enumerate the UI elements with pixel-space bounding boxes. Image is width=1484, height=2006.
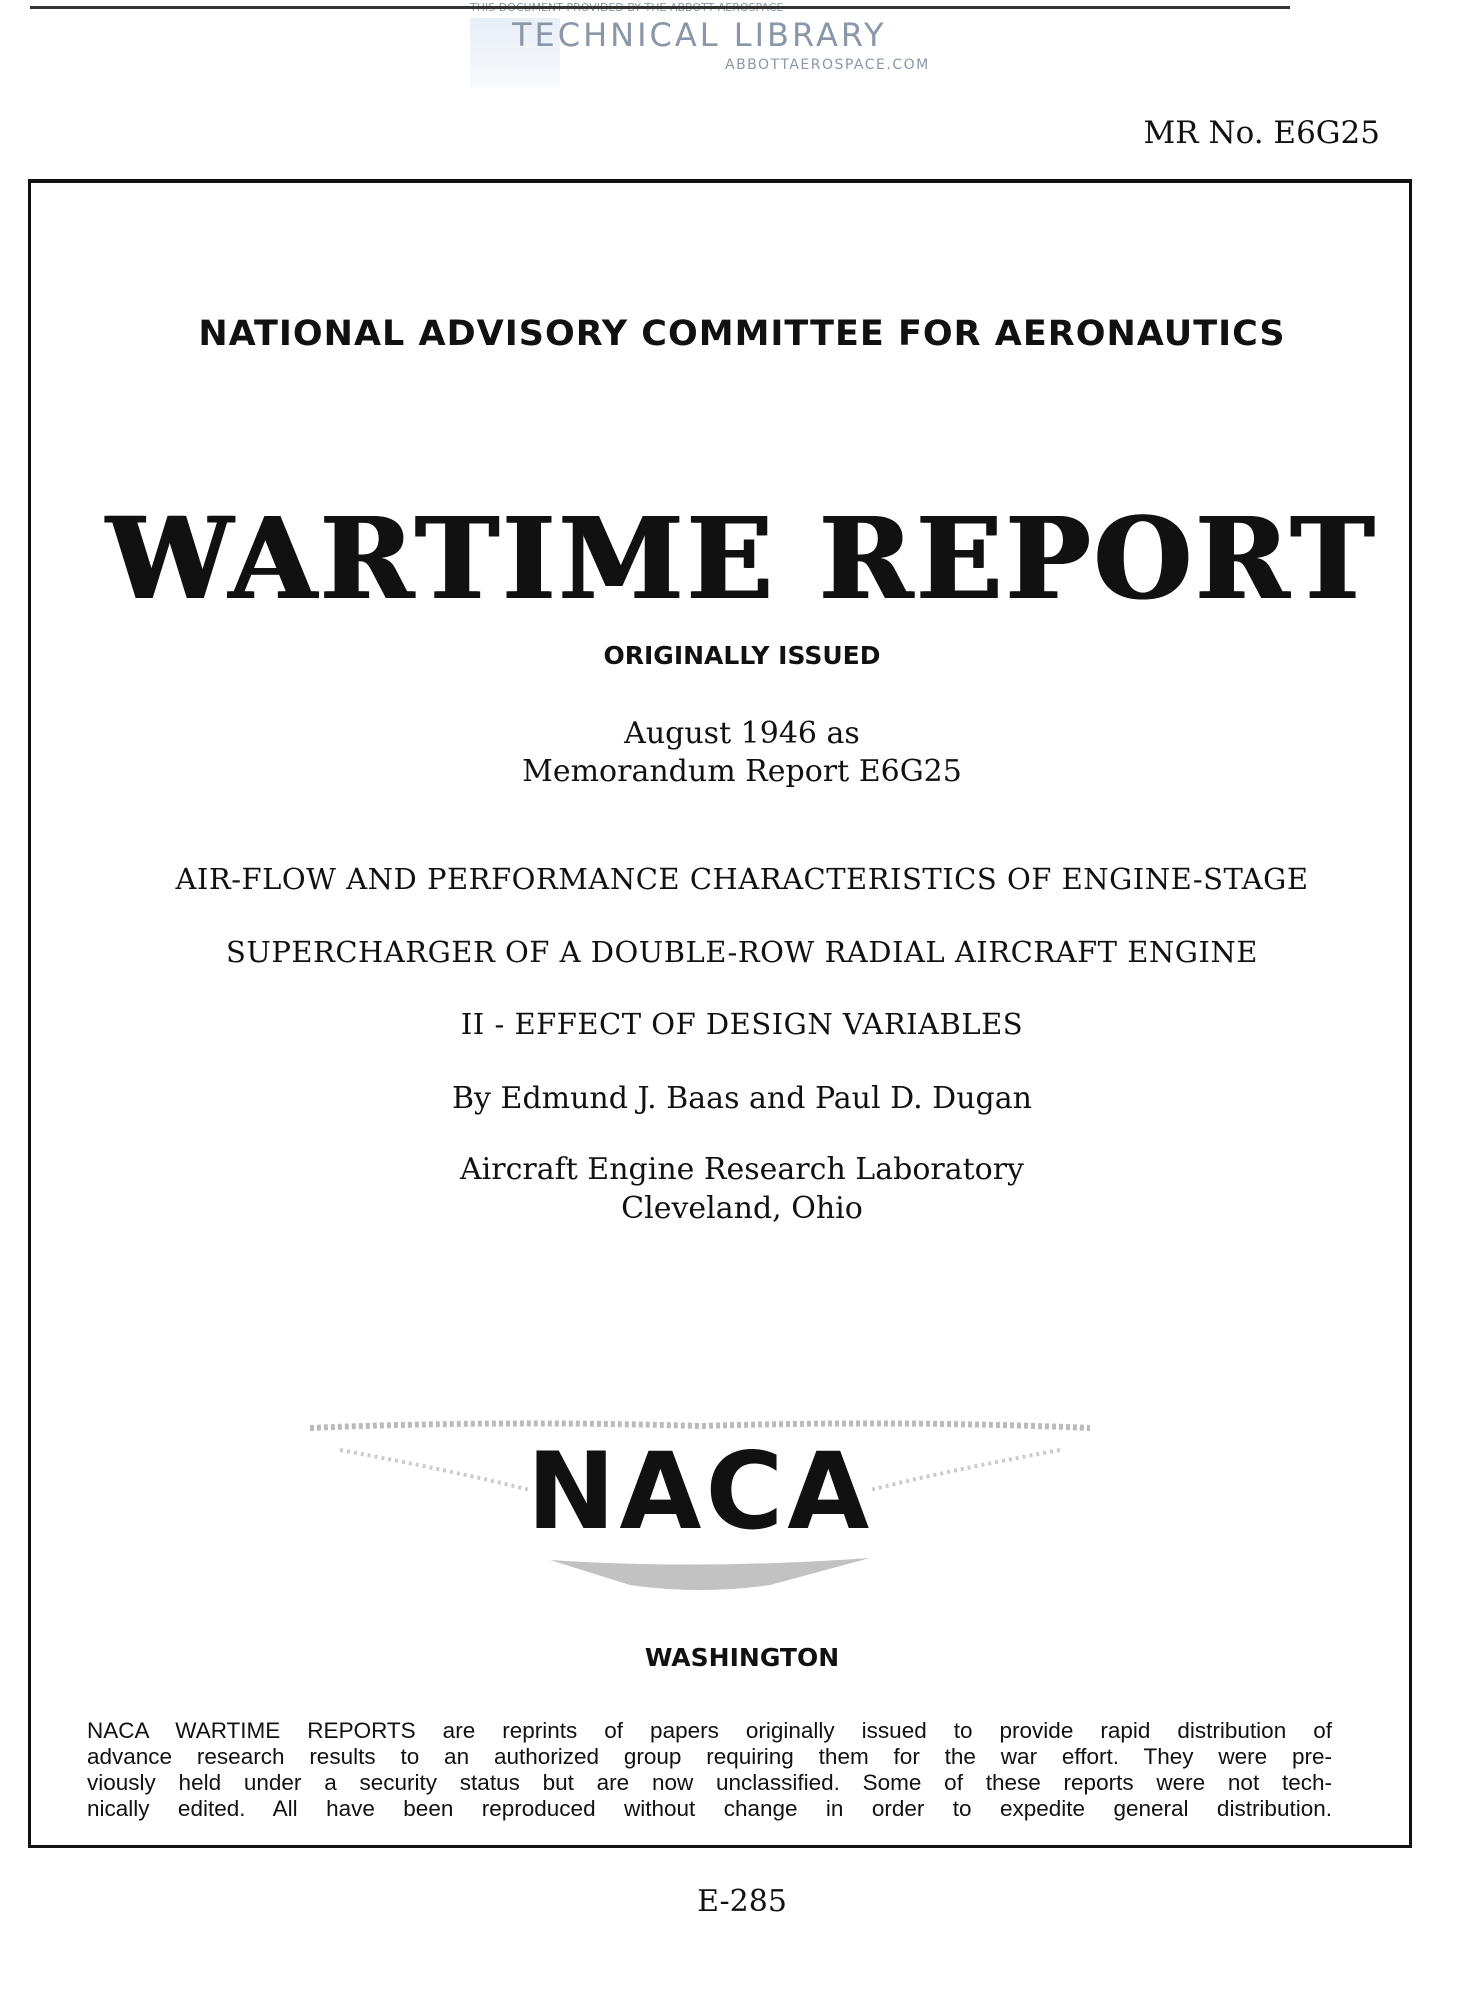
title-line-1: AIR-FLOW AND PERFORMANCE CHARACTERISTICS OF ENGINE-STAGE [175,862,1309,896]
notice-line: nically edited. All have been reproduced without change in order to expedite general distribution. [87,1796,1332,1821]
laboratory: Aircraft Engine Research Laboratory [459,1152,1025,1187]
watermark-library: TECHNICAL LIBRARY [512,16,887,54]
title-line-3: II - EFFECT OF DESIGN VARIABLES [460,1007,1024,1041]
location: Cleveland, Ohio [621,1191,863,1226]
document-code: E-285 [697,1884,787,1919]
notice-line: advance research results to an authorized group requiring them for the war effort. They were pre- [87,1744,1332,1769]
naca-logo [300,1410,1100,1610]
wartime-report-heading: WARTIME REPORT [106,494,1378,625]
authors: By Edmund J. Baas and Paul D. Dugan [452,1081,1032,1116]
issue-date: August 1946 as [624,716,860,751]
notice-line: NACA WARTIME REPORTS are reprints of papers originally issued to provide rapid distribution of [87,1718,1332,1743]
title-line-2: SUPERCHARGER OF A DOUBLE-ROW RADIAL AIRCRAFT ENGINE [226,935,1258,969]
naca-logo-text: NACA [526,1430,874,1553]
committee-name: NATIONAL ADVISORY COMMITTEE FOR AERONAUTICS [198,314,1286,354]
issue-as: Memorandum Report E6G25 [522,754,962,789]
notice-line: viously held under a security status but are now unclassified. Some of these reports were not tech- [87,1770,1332,1795]
watermark-site: ABBOTTAEROSPACE.COM [725,57,930,73]
city: WASHINGTON [644,1643,840,1672]
originally-issued: ORIGINALLY ISSUED [603,641,881,670]
report-number: MR No. E6G25 [1143,115,1380,151]
notice-paragraph [87,1718,1332,1822]
top-rule [30,6,1290,9]
